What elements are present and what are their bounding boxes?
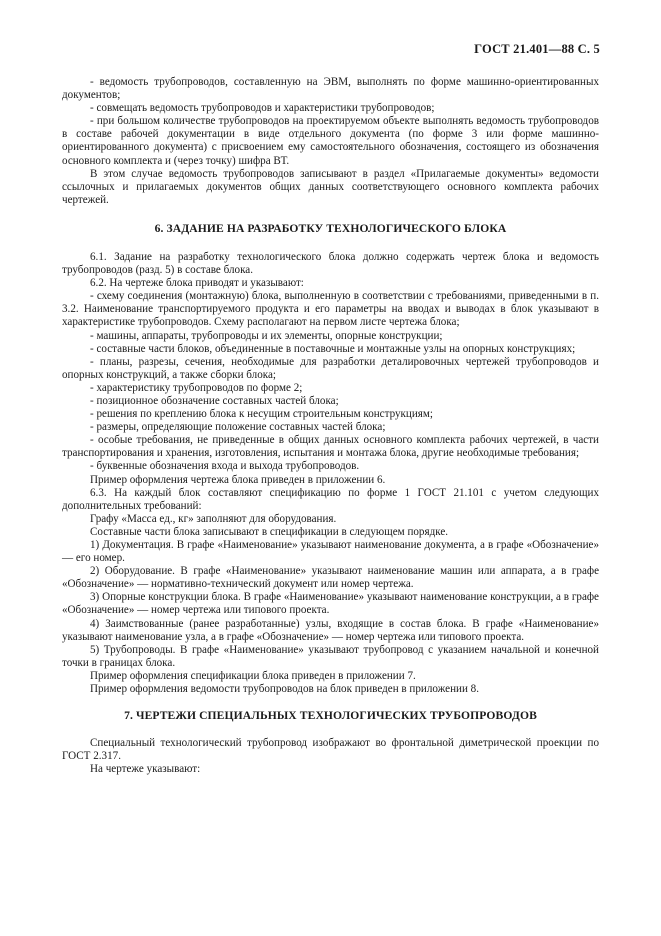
section-6-paragraph: - планы, разрезы, сечения, необходимые для разработки деталировочных чертежей трубопроводов и опорных конструкций, а также сборки блока; (62, 355, 599, 381)
section-6-paragraph: 1) Документация. В графе «Наименование» указывают наименование документа, а в графе «Обозначение» — его номер. (62, 539, 599, 565)
intro-paragraph: - ведомость трубопроводов, составленную на ЭВМ, выполнять по форме машинно-ориентированных документов; (62, 76, 599, 102)
section-6-paragraph: 4) Заимствованные (ранее разработанные) узлы, входящие в состав блока. В графе «Наименование» указывают наименование узла, а в графе «Обозначение» — номер чертежа или типового проекта. (62, 617, 599, 643)
intro-paragraph: - совмещать ведомость трубопроводов и характеристики трубопроводов; (90, 102, 435, 115)
section-6-paragraph: 6.2. На чертеже блока приводят и указывают: (90, 277, 304, 290)
section-6-paragraph: 5) Трубопроводы. В графе «Наименование» указывают трубопровод с указанием начальной и конечной точки в границах блока. (62, 643, 599, 669)
section-6-paragraph: Графу «Масса ед., кг» заполняют для оборудования. (90, 512, 337, 525)
section-6-paragraph: - буквенные обозначения входа и выхода трубопроводов. (90, 460, 360, 473)
section-6-paragraph: - характеристику трубопроводов по форме 2; (90, 381, 303, 394)
intro-paragraph: В этом случае ведомость трубопроводов записывают в раздел «Прилагаемые документы» ведомости ссылочных и прилагаемых документов общих данных соответствующего основного комплекта рабочих чертежей. (62, 167, 599, 206)
section-7-paragraph: Специальный технологический трубопровод изображают во фронтальной диметрической проекции по ГОСТ 2.317. (62, 737, 599, 763)
section-7-paragraph: На чертеже указывают: (90, 763, 201, 776)
section-6-paragraph: - схему соединения (монтажную) блока, выполненную в соответствии с требованиями, приведенными в п. 3.2. Наименование транспортируемого продукта и его параметры на вводах и выводах в блок указывают в характеристике трубопроводов. Схему располагают на первом листе чертежа блока; (62, 290, 599, 329)
section-6-paragraph: - особые требования, не приведенные в общих данных основного комплекта рабочих чертежей, в части транспортирования и хранения, изготовления, испытания и монтажа блока, другие необходимые требования; (62, 434, 599, 460)
section-6-paragraph: Составные части блока записывают в спецификации в следующем порядке. (90, 525, 449, 538)
section-6-paragraph: 6.1. Задание на разработку технологического блока должно содержать чертеж блока и ведомость трубопроводов (разд. 5) в составе блока. (62, 250, 599, 277)
section-6-paragraph: - машины, аппараты, трубопроводы и их элементы, опорные конструкции; (90, 329, 443, 342)
section-6-paragraph: Пример оформления спецификации блока приведен в приложении 7. (90, 669, 416, 682)
document-body (62, 76, 599, 776)
section-6-paragraph: - размеры, определяющие положение составных частей блока; (90, 421, 386, 434)
section-6-paragraph: - решения по креплению блока к несущим строительным конструкциям; (90, 408, 433, 421)
section-6-paragraph: 2) Оборудование. В графе «Наименование» указывают наименование машин или аппарата, а в графе «Обозначение» — нормативно-технический документ или номер чертежа. (62, 565, 599, 591)
section-6-paragraph: Пример оформления чертежа блока приведен в приложении 6. (90, 473, 386, 486)
section-6-paragraph: - составные части блоков, объединенные в поставочные и монтажные узлы на опорных конструкциях; (90, 342, 576, 355)
section-6-paragraph: - позиционное обозначение составных частей блока; (90, 394, 339, 407)
section-7-title: 7. ЧЕРТЕЖИ СПЕЦИАЛЬНЫХ ТЕХНОЛОГИЧЕСКИХ ТРУБОПРОВОДОВ (124, 709, 537, 723)
section-6-paragraph: Пример оформления ведомости трубопроводов на блок приведен в приложении 8. (90, 683, 479, 696)
page-header: ГОСТ 21.401—88 С. 5 (474, 42, 600, 56)
section-6-title: 6. ЗАДАНИЕ НА РАЗРАБОТКУ ТЕХНОЛОГИЧЕСКОГО БЛОКА (154, 221, 507, 235)
intro-paragraph: - при большом количестве трубопроводов на проектируемом объекте выполнять ведомость трубопроводов в составе рабочей документации в виде отдельного документа (по форме 3 или форме машинно-ориентированного документа) с присвоением ему самостоятельного обозначения, состоящего из обозначения основного комплекта и (через точку) шифра ВТ. (62, 115, 599, 167)
section-6-paragraph: 6.3. На каждый блок составляют спецификацию по форме 1 ГОСТ 21.101 с учетом следующих дополнительных требований: (62, 486, 599, 512)
section-6-paragraph: 3) Опорные конструкции блока. В графе «Наименование» указывают наименование конструкции, а в графе «Обозначение» — номер чертежа или типового проекта. (62, 591, 599, 617)
